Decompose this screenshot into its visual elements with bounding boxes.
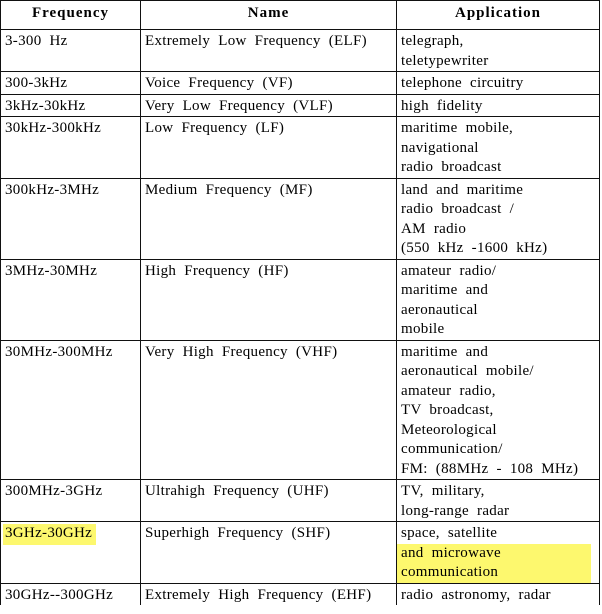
application-line: space, satellite <box>401 525 498 541</box>
application-line: communication/ <box>401 441 503 457</box>
application-line: FM: (88MHz - 108 MHz) <box>401 460 579 477</box>
application-line: amateur radio/ <box>401 262 497 279</box>
application-line: telephone circuitry <box>401 75 524 91</box>
frequency-cell: 300kHz-3MHz <box>1 178 141 259</box>
frequency-cell: 300-3kHz <box>1 72 141 95</box>
frequency-cell: 300MHz-3GHz <box>1 480 141 522</box>
name-cell: Ultrahigh Frequency (UHF) <box>141 480 397 522</box>
application-line: radio astronomy, radar <box>401 586 551 603</box>
application-line: communication <box>401 564 499 580</box>
application-line: TV, military, <box>401 483 485 499</box>
application-line: maritime and <box>401 343 489 360</box>
application-line: radio broadcast <box>401 159 502 175</box>
application-line: telegraph, <box>401 33 464 49</box>
application-line: mobile <box>401 321 445 337</box>
name-cell: Very Low Frequency (VLF) <box>141 94 397 117</box>
name-cell: Low Frequency (LF) <box>141 117 397 179</box>
application-cell <box>397 480 600 522</box>
table-row <box>1 522 600 584</box>
frequency-cell: 3kHz-30kHz <box>1 94 141 117</box>
application-cell <box>397 178 600 259</box>
application-line: amateur radio, <box>401 382 496 399</box>
name-cell: Medium Frequency (MF) <box>141 178 397 259</box>
application-cell <box>397 340 600 480</box>
frequency-cell: 30GHz--300GHz <box>1 583 141 605</box>
application-line: (550 kHz -1600 kHz) <box>401 240 548 256</box>
table-row <box>1 72 600 95</box>
application-cell <box>397 72 600 95</box>
application-line: navigational <box>401 139 479 156</box>
name-cell: Superhigh Frequency (SHF) <box>141 522 397 584</box>
application-line: maritime mobile, <box>401 120 514 136</box>
application-cell <box>397 522 600 584</box>
application-line: Meteorological <box>401 421 497 438</box>
header-name: Name <box>141 1 397 30</box>
name-cell: Voice Frequency (VF) <box>141 72 397 95</box>
application-line: teletypewriter <box>401 52 489 69</box>
frequency-cell <box>1 522 141 584</box>
application-cell <box>397 259 600 340</box>
table-row <box>1 178 600 259</box>
application-line: AM radio <box>401 220 467 237</box>
name-cell: Very High Frequency (VHF) <box>141 340 397 480</box>
application-cell <box>397 30 600 72</box>
header-row <box>1 1 600 30</box>
name-cell: Extremely Low Frequency (ELF) <box>141 30 397 72</box>
application-line: TV broadcast, <box>401 402 494 418</box>
header-application: Application <box>397 1 600 30</box>
table-row <box>1 259 600 340</box>
application-cell <box>397 583 600 605</box>
table-row <box>1 340 600 480</box>
application-line: long-range radar <box>401 502 510 519</box>
table-row <box>1 583 600 605</box>
highlighted-frequency: 3GHz-30GHz <box>3 524 96 545</box>
frequency-cell: 30kHz-300kHz <box>1 117 141 179</box>
table-row <box>1 30 600 72</box>
name-cell: High Frequency (HF) <box>141 259 397 340</box>
frequency-cell: 30MHz-300MHz <box>1 340 141 480</box>
highlighted-application <box>397 544 591 583</box>
application-cell <box>397 94 600 117</box>
application-line: land and maritime <box>401 181 524 198</box>
application-line: aeronautical mobile/ <box>401 363 534 379</box>
frequency-cell: 3MHz-30MHz <box>1 259 141 340</box>
application-cell <box>397 117 600 179</box>
table-row <box>1 94 600 117</box>
application-line: and microwave <box>401 544 501 561</box>
application-line: radio broadcast / <box>401 201 515 217</box>
table-row <box>1 480 600 522</box>
application-line: high fidelity <box>401 97 483 114</box>
frequency-cell: 3-300 Hz <box>1 30 141 72</box>
application-line: aeronautical <box>401 301 478 318</box>
table-row <box>1 117 600 179</box>
header-frequency: Frequency <box>1 1 141 30</box>
name-cell: Extremely High Frequency (EHF) <box>141 583 397 605</box>
application-line: maritime and <box>401 282 489 298</box>
